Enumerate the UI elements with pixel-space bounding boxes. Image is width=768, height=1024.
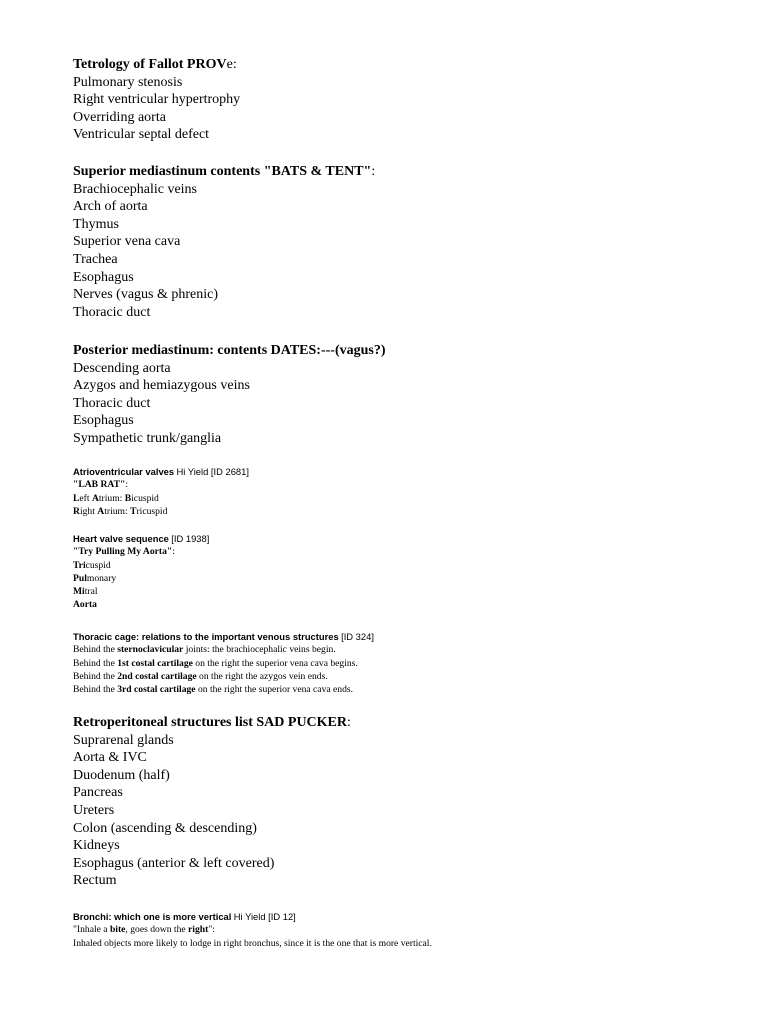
av-heading: Atrioventricular valves Hi Yield [ID 2681] (73, 466, 249, 477)
list-item: Suprarenal glands (73, 732, 174, 748)
list-item: Pancreas (73, 785, 123, 801)
list-item: Azygos and hemiazygous veins (73, 378, 250, 394)
av-valves-section (73, 465, 249, 518)
bronchi-heading: Bronchi: which one is more vertical Hi Yield [ID 12] (73, 911, 296, 922)
list-item: Sympathetic trunk/ganglia (73, 430, 222, 446)
list-item: Esophagus (anterior & left covered) (73, 855, 275, 871)
list-item: Arch of aorta (73, 199, 148, 215)
list-item: Trachea (73, 251, 118, 267)
list-item: Thoracic duct (73, 304, 151, 320)
bronchi-explanation: Inhaled objects more likely to lodge in right bronchus, since it is the one that is more vertical. (73, 937, 432, 949)
list-item: Aorta (73, 599, 97, 611)
tof-section (73, 56, 240, 144)
list-item: Right Atrium: Tricuspid (73, 505, 168, 517)
list-item: Aorta & IVC (73, 750, 147, 766)
tc-heading: Thoracic cage: relations to the important venous structures [ID 324] (73, 631, 374, 642)
list-item: Kidneys (73, 838, 120, 854)
list-item: Behind the 2nd costal cartilage on the right the azygos vein ends. (73, 670, 328, 682)
list-item: Behind the sternoclavicular joints: the brachiocephalic veins begin. (73, 644, 336, 656)
list-item: Nerves (vagus & phrenic) (73, 287, 219, 303)
superior-mediastinum-section (73, 163, 375, 321)
list-item: Descending aorta (73, 360, 171, 376)
retroperitoneal-section (73, 714, 351, 890)
list-item: Pulmonary stenosis (73, 74, 183, 90)
superior-heading: Superior mediastinum contents "BATS & TENT": (73, 164, 376, 179)
list-item: Tricuspid (73, 559, 111, 571)
list-item: Behind the 3rd costal cartilage on the right the superior vena cava ends. (73, 684, 354, 696)
list-item: Behind the 1st costal cartilage on the right the superior vena cava begins. (73, 657, 358, 669)
list-item: Superior vena cava (73, 234, 181, 250)
list-item: Overriding aorta (73, 109, 166, 125)
heart-valve-section (73, 532, 209, 612)
posterior-heading: Posterior mediastinum: contents DATES:---(vagus?) (73, 343, 386, 358)
list-item: Esophagus (73, 413, 134, 429)
list-item: Mitral (73, 586, 98, 598)
posterior-mediastinum-section (73, 342, 386, 448)
list-item: Pulmonary (73, 572, 117, 584)
tof-heading: Tetrology of Fallot PROVe: (73, 57, 237, 72)
list-item: Duodenum (half) (73, 767, 170, 783)
list-item: Thoracic duct (73, 395, 151, 411)
bronchi-mnemonic: "Inhale a bite, goes down the right": (73, 924, 215, 936)
av-mnemonic: "LAB RAT": (73, 479, 128, 491)
list-item: Rectum (73, 873, 117, 889)
retro-heading: Retroperitoneal structures list SAD PUCKER: (73, 715, 351, 730)
bronchi-section (73, 910, 432, 950)
hv-heading: Heart valve sequence [ID 1938] (73, 533, 210, 544)
thoracic-cage-section (73, 630, 374, 696)
list-item: Right ventricular hypertrophy (73, 92, 241, 108)
list-item: Ventricular septal defect (73, 127, 210, 143)
hv-mnemonic: "Try Pulling My Aorta": (73, 546, 175, 558)
list-item: Esophagus (73, 269, 134, 285)
list-item: Brachiocephalic veins (73, 181, 198, 197)
list-item: Left Atrium: Bicuspid (73, 492, 159, 504)
list-item: Thymus (73, 216, 119, 232)
list-item: Colon (ascending & descending) (73, 820, 257, 836)
list-item: Ureters (73, 802, 115, 818)
